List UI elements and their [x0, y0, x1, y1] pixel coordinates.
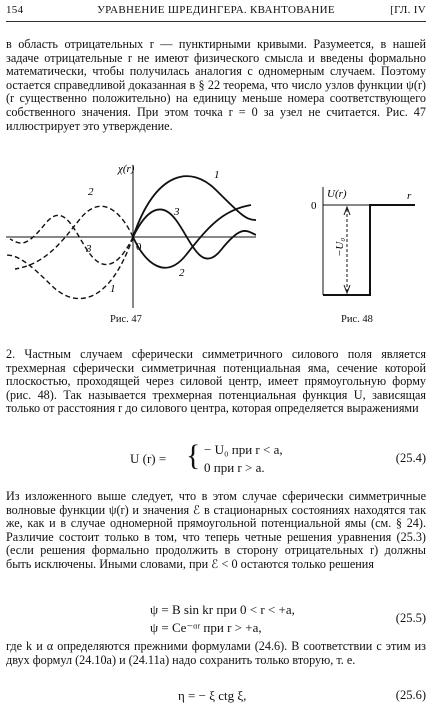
- eq-25-5-number: (25.5): [395, 611, 426, 625]
- eq-25-6-number: (25.6): [395, 688, 426, 702]
- header-rule: [6, 21, 426, 22]
- page-header: [6, 4, 426, 20]
- figure-47: [6, 160, 256, 310]
- figure-47-caption: Рис. 47: [110, 314, 142, 325]
- curve-3-dashed: [10, 215, 133, 264]
- fig47-y-label: χ(r): [118, 163, 135, 175]
- fig48-origin-label: 0: [311, 200, 317, 212]
- fig48-depth-label: −U₀: [334, 237, 346, 257]
- eq-25-4-row1: − U₀ при r < a,: [204, 442, 283, 457]
- curve-1: [133, 176, 256, 237]
- paragraph-3: Из изложенного выше следует, что в этом случае сферически симметричные волновые функции ψ(r) и значения ℰ в стационарных состояниях находятся так же, как и в случае одномерной прямоугольной потенциальной ямы (см. § 24). Различие состоит только в том, что теперь четные решения уравнения (25.3) (если решения формально продолжить в сторону отрицательных r) должны быть исключены. Иными словами, при ℰ < 0 остаются только решения: [6, 489, 426, 571]
- eq-25-5-row2: ψ = Ce⁻ᵅʳ при r > +a,: [150, 620, 262, 635]
- figure-48-caption: Рис. 48: [341, 314, 373, 325]
- page-number: 154: [6, 4, 24, 16]
- eq-25-5-row1: ψ = B sin kr при 0 < r < +a,: [150, 602, 295, 617]
- fig47-label-1: 1: [214, 169, 220, 181]
- fig47-label-3: 3: [86, 243, 92, 255]
- fig47-label-1b: 1: [110, 283, 116, 295]
- fig48-x-label: r: [407, 190, 412, 202]
- paragraph-1: в область отрицательных r — пунктирными кривыми. Разумеется, в нашей задаче отрицательные r не имеют физического смысла и введены формально математически, чтобы получилась аналогия с одномерным случаем. Поэтому остается справедливой доказанная в § 22 теорема, что число узлов функции ψ(r) (r существенно положительно) на единицу меньше номера соответствующего собственного значения. При этом точка r = 0 за узел не считается. Рис. 47 иллюстрирует это утверждение.: [6, 37, 426, 133]
- eq-25-4-row2: 0 при r > a.: [204, 460, 265, 475]
- paragraph-4: где k и α определяются прежними формулами (24.6). В соответствии с этим из двух формул (24.10a) и (24.11a) надо сохранить только вторую, т. е.: [6, 639, 426, 667]
- fig48-y-label: U(r): [327, 188, 347, 200]
- eq-25-4-brace: {: [186, 439, 201, 472]
- fig47-label-2b: 2: [179, 267, 185, 279]
- figure-48: [303, 185, 418, 310]
- paragraph-2: 2. Частным случаем сферически симметричного силового поля является трехмерная сферически симметричная потенциальная яма, сечение которой плоскостью, проходящей через силовой центр, имеет прямоугольную форму (рис. 48). Так называется трехмерная потенциальная функция U, зависящая только от расстояния r до силового центра, которая определяется выражениями: [6, 347, 426, 416]
- fig47-label-2: 2: [88, 186, 94, 198]
- eq-25-6: η = − ξ ctg ξ,: [178, 688, 247, 703]
- curve-3: [133, 209, 256, 258]
- fig47-label-3b: 3: [174, 206, 180, 218]
- chapter-label: [ГЛ. IV: [390, 4, 426, 16]
- fig47-origin-label: 0: [136, 241, 142, 253]
- eq-25-4-number: (25.4): [395, 451, 426, 465]
- running-title: УРАВНЕНИЕ ШРЕДИНГЕРА. КВАНТОВАНИЕ: [97, 4, 335, 16]
- eq-25-4-lhs: U (r) =: [130, 451, 167, 466]
